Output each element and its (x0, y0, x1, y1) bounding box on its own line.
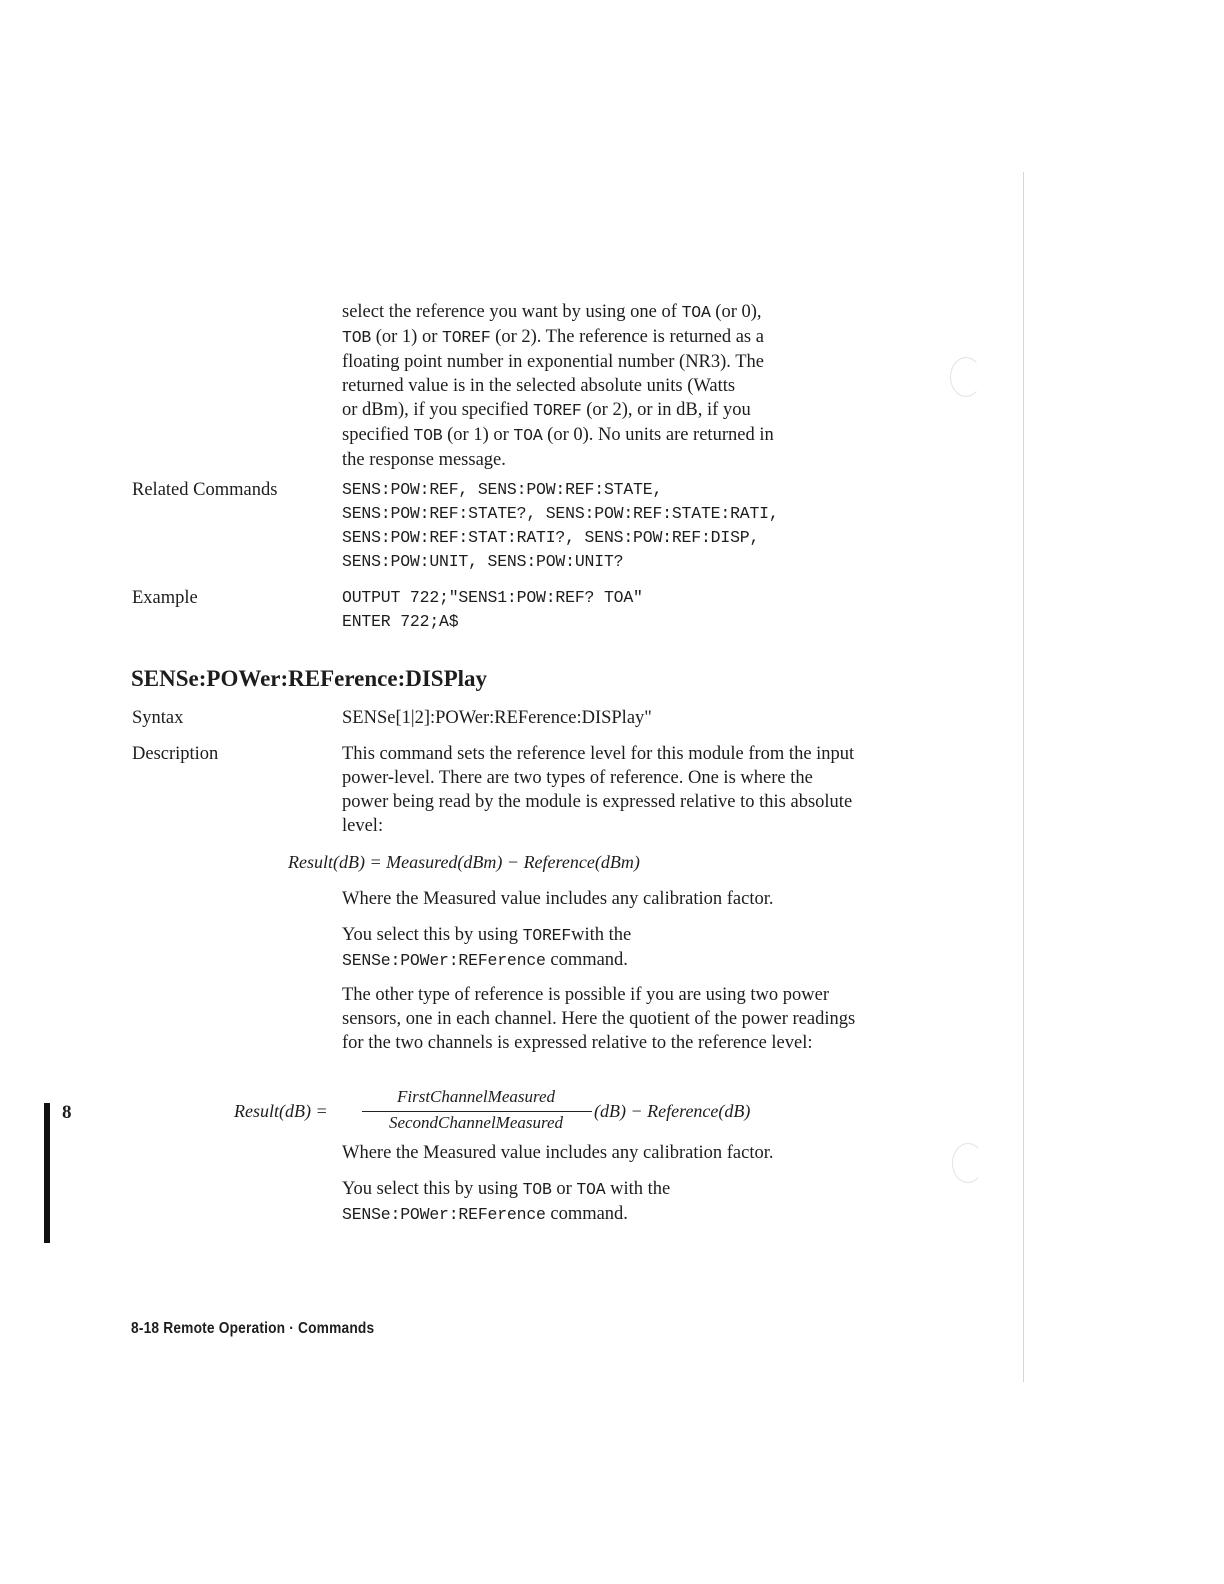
text-run: (or 2), or in dB, if you (581, 400, 751, 420)
description-para-1: This command sets the reference level for this module from the input power-level. There are two types of reference. One is where the power being read by the module is expressed relative to this absolute level: (342, 744, 855, 836)
example-code (342, 586, 902, 634)
text-run: floating point number in exponential number (NR3). The (342, 352, 764, 372)
margin-rule (1023, 172, 1024, 1382)
text-run: (or 0), (710, 302, 762, 322)
related-commands-line: SENS:POW:REF:STATE?, SENS:POW:REF:STATE:RATI, (342, 504, 779, 523)
description-para-5: Where the Measured value includes any calibration factor. (342, 1143, 774, 1163)
inline-code: SENSe:POWer:REFerence (342, 1205, 546, 1224)
inline-code: TOREF (533, 401, 582, 420)
description-para-3 (342, 923, 902, 973)
text-run: (or 1) or (371, 327, 443, 347)
inline-code: TOB (342, 328, 372, 347)
related-commands-line: SENS:POW:UNIT, SENS:POW:UNIT? (342, 552, 624, 571)
example-label: Example (132, 588, 198, 608)
inline-code: TOB (522, 1180, 552, 1199)
equation-2-numerator: FirstChannelMeasured (396, 1087, 556, 1106)
text-run: with the (605, 1179, 671, 1199)
text-run: select the reference you want by using one of (342, 302, 682, 322)
description-para-2: Where the Measured value includes any calibration factor. (342, 889, 774, 909)
equation-1: Result(dB) = Measured(dBm) − Reference(dBm) (288, 852, 640, 872)
text-run: specified (342, 425, 414, 445)
syntax-label: Syntax (132, 708, 184, 728)
example-line: ENTER 722;A$ (342, 612, 459, 631)
description-para-4: The other type of reference is possible if you are using two power sensors, one in each channel. Here the quotient of the power readings for the two channels is expressed relative to the reference level: (342, 985, 856, 1053)
text-run: returned value is in the selected absolute units (Watts (342, 376, 736, 396)
example-line: OUTPUT 722;"SENS1:POW:REF? TOA" (342, 588, 643, 607)
text-run: (or 1) or (442, 425, 514, 445)
inline-code: TOB (413, 426, 443, 445)
text-run: (or 0). No units are returned in (542, 425, 774, 445)
inline-code: TOREF (442, 328, 491, 347)
text-run: command. (545, 1204, 628, 1224)
text-run: with the (571, 925, 632, 945)
text-run: or (551, 1179, 577, 1199)
description-label: Description (132, 744, 219, 764)
equation-2-lhs: Result(dB) = (234, 1101, 328, 1121)
intro-paragraph (342, 300, 902, 472)
related-commands-line: SENS:POW:REF:STAT:RATI?, SENS:POW:REF:DISP, (342, 528, 760, 547)
related-commands-label: Related Commands (132, 480, 278, 500)
equation-2-rhs: (dB) − Reference(dB) (594, 1101, 751, 1121)
text-run: command. (545, 950, 628, 970)
text-run: You select this by using (342, 1179, 523, 1199)
text-run: the response message. (342, 450, 506, 470)
chapter-tab-bar (44, 1103, 50, 1243)
inline-code: TOA (513, 426, 543, 445)
text-run: (or 2). The reference is returned as a (490, 327, 764, 347)
punch-hole-bottom (952, 1143, 984, 1183)
page-footer: 8-18 Remote Operation · Commands (131, 1320, 375, 1337)
syntax-value: SENSe[1|2]:POWer:REFerence:DISPlay" (342, 708, 652, 728)
description-para-6 (342, 1177, 902, 1227)
inline-code: TOA (681, 303, 711, 322)
related-commands-line: SENS:POW:REF, SENS:POW:REF:STATE, (342, 480, 663, 499)
section-heading: SENSe:POWer:REFerence:DISPlay (131, 666, 488, 691)
chapter-tab-number: 8 (62, 1102, 72, 1123)
equation-2-denominator: SecondChannelMeasured (388, 1113, 564, 1132)
inline-code: TOREF (522, 926, 572, 945)
inline-code: TOA (576, 1180, 606, 1199)
text-run: You select this by using (342, 925, 523, 945)
punch-hole-top (950, 357, 982, 397)
fraction-bar (362, 1111, 592, 1112)
inline-code: SENSe:POWer:REFerence (342, 951, 546, 970)
text-run: or dBm), if you specified (342, 400, 534, 420)
related-commands-list (342, 478, 902, 574)
